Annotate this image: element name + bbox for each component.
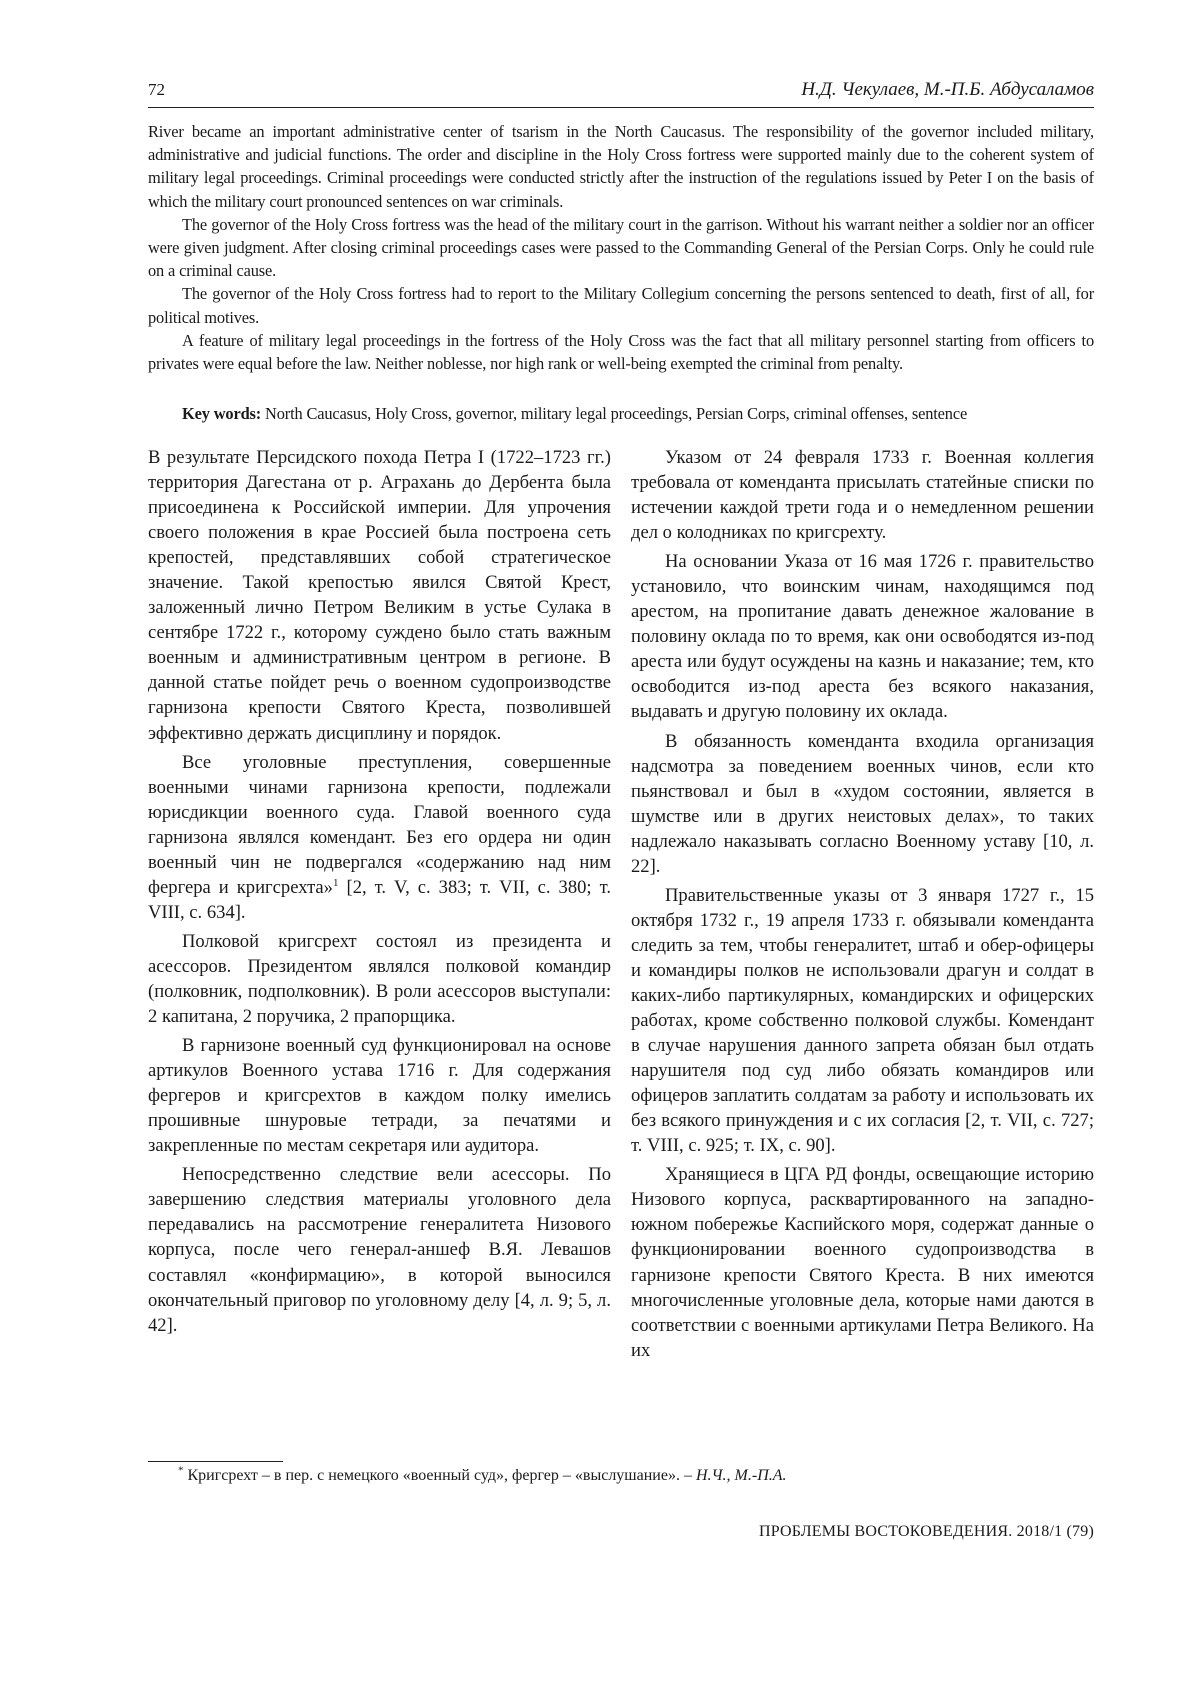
header-rule bbox=[148, 107, 1094, 108]
footnote bbox=[178, 1464, 787, 1485]
body-column-left bbox=[148, 445, 611, 1342]
english-abstract bbox=[148, 120, 1094, 375]
body-paragraph-text: Все уголовные преступления, совершенные военными чинами гарнизона крепости, подлежали юрисдикции военного суда. Главой военного суда гарнизона являлся комендант. Без его ордера ни один военный чин не подвергался «содержанию над ним фергера и кригсрехта» bbox=[148, 751, 611, 898]
body-paragraph: Хранящиеся в ЦГА РД фонды, освещающие историю Низового корпуса, расквартированного на западно-южном побережье Каспийского моря, содержат данные о функционировании военного судопроизводства в гарнизоне крепости Святого Креста. В них имеются многочисленные уголовные дела, которые нами даются в соответствии с военными артикулами Петра Великого. На их bbox=[631, 1164, 1094, 1361]
page-number: 72 bbox=[148, 80, 165, 99]
abstract-paragraph: The governor of the Holy Cross fortress had to report to the Military Collegium concerning the persons sentenced to death, first of all, for political motives. bbox=[148, 284, 1094, 327]
body-paragraph: На основании Указа от 16 мая 1726 г. правительство установило, что воинским чинам, находящимся под арестом, на пропитание давать денежное жалование в половину оклада по то время, как они освободятся из-под ареста или будут осуждены на казнь и наказание; тем, кто освободится из-под ареста без всякого наказания, выдавать и другую половину их оклада. bbox=[631, 551, 1094, 723]
body-paragraph: В результате Персидского похода Петра I (1722–1723 гг.) территория Дагестана от р. Аграхань до Дербента была присоединена к Российской империи. Для упрочения своего положения в крае Россией была построена сеть крепостей, представлявших собой стратегическое значение. Такой крепостью явился Святой Крест, заложенный лично Петром Великим в устье Сулака в сентябре 1722 г., которому суждено было стать важным военным и административным центром в регионе. В данной статье пойдет речь о военном судопроизводстве гарнизона крепости Святого Креста, позволившей эффективно держать дисциплину и порядок. bbox=[148, 447, 611, 744]
footnote-rule bbox=[148, 1461, 283, 1462]
journal-footer: ПРОБЛЕМЫ ВОСТОКОВЕДЕНИЯ. 2018/1 (79) bbox=[758, 1523, 1094, 1540]
body-column-right bbox=[631, 445, 1094, 1367]
body-paragraph: В гарнизоне военный суд функционировал на основе артикулов Военного устава 1716 г. Для содержания фергеров и кригсрехтов в каждом полку имелись прошивные шнуровые тетради, за печатями и закрепленные по местам секретаря или аудитора. bbox=[148, 1035, 611, 1157]
footnote-text: Кригсрехт – в пер. с немецкого «военный суд», фергер – «выслушание». – bbox=[183, 1467, 696, 1484]
body-paragraph bbox=[148, 750, 611, 925]
body-paragraph: Указом от 24 февраля 1733 г. Военная коллегия требовала от коменданта присылать статейные списки по истечении каждой трети года и о немедленном решении дел о колодниках по кригсрехту. bbox=[631, 447, 1094, 544]
footnote-authors: Н.Ч., М.-П.А. bbox=[695, 1467, 787, 1484]
body-paragraph: Непосредственно следствие вели асессоры. По завершению следствия материалы уголовного дела передавались на рассмотрение генералитета Низового корпуса, после чего генерал-аншеф В.Я. Левашов составлял «конфирмацию», в которой выносился окончательный приговор по уголовному делу [4, л. 9; 5, л. 42]. bbox=[148, 1164, 611, 1336]
running-head-authors: Н.Д. Чекулаев, М.-П.Б. Абдусаламов bbox=[801, 79, 1094, 100]
keywords-label: Key words: bbox=[182, 404, 262, 423]
keywords bbox=[148, 402, 1094, 425]
body-paragraph: Правительственные указы от 3 января 1727 г., 15 октября 1732 г., 19 апреля 1733 г. обязывали коменданта следить за тем, чтобы генералитет, штаб и обер-офицеры и командиры полков не использовали драгун и солдат в каких-либо партикулярных, командирских и офицерских работах, кроме собственно полковой службы. Комендант в случае нарушения данного запрета обязан был отдать нарушителя под суд либо обязать командиров или офицеров заплатить солдатам за работу и использовать их без всякого принуждения и с их согласия [2, т. VII, с. 727; т. VIII, с. 925; т. IX, с. 90]. bbox=[631, 884, 1094, 1157]
abstract-paragraph: The governor of the Holy Cross fortress was the head of the military court in the garrison. Without his warrant neither a soldier nor an officer were given judgment. After closing criminal proceedings cases were passed to the Commanding General of the Persian Corps. Only he could rule on a criminal cause. bbox=[148, 214, 1094, 281]
footnote-marker: * bbox=[178, 1464, 184, 1477]
body-paragraph: В обязанность коменданта входила организация надсмотра за поведением военных чинов, если кто пьянствовал и был в «худом состоянии, является в шумстве или в других неистовых делах», то таких надлежало наказывать согласно Военному уставу [10, л. 22]. bbox=[631, 730, 1094, 877]
body-paragraph-tail: [2, т. V, с. 383; т. VII, с. 380; т. VIII, с. 634]. bbox=[148, 876, 611, 923]
abstract-paragraph: River became an important administrative center of tsarism in the North Caucasus. The responsibility of the governor included military, administrative and judicial functions. The order and discipline in the Holy Cross fortress were supported mainly due to the coherent system of military legal proceedings. Criminal proceedings were conducted strictly after the instruction of the regulations issued by Peter I on the basis of which the military court pronounced sentences on war criminals. bbox=[148, 122, 1094, 211]
footnote-reference: 1 bbox=[332, 876, 339, 889]
abstract-paragraph: A feature of military legal proceedings in the fortress of the Holy Cross was the fact that all military personnel starting from officers to privates were equal before the law. Neither noblesse, nor high rank or well-being exempted the criminal from penalty. bbox=[148, 330, 1094, 374]
body-paragraph: Полковой кригсрехт состоял из президента и асессоров. Президентом являлся полковой командир (полковник, подполковник). В роли асессоров выступали: 2 капитана, 2 поручика, 2 прапорщика. bbox=[148, 930, 611, 1028]
keywords-text: North Caucasus, Holy Cross, governor, military legal proceedings, Persian Corps, criminal offenses, sentence bbox=[261, 404, 968, 423]
